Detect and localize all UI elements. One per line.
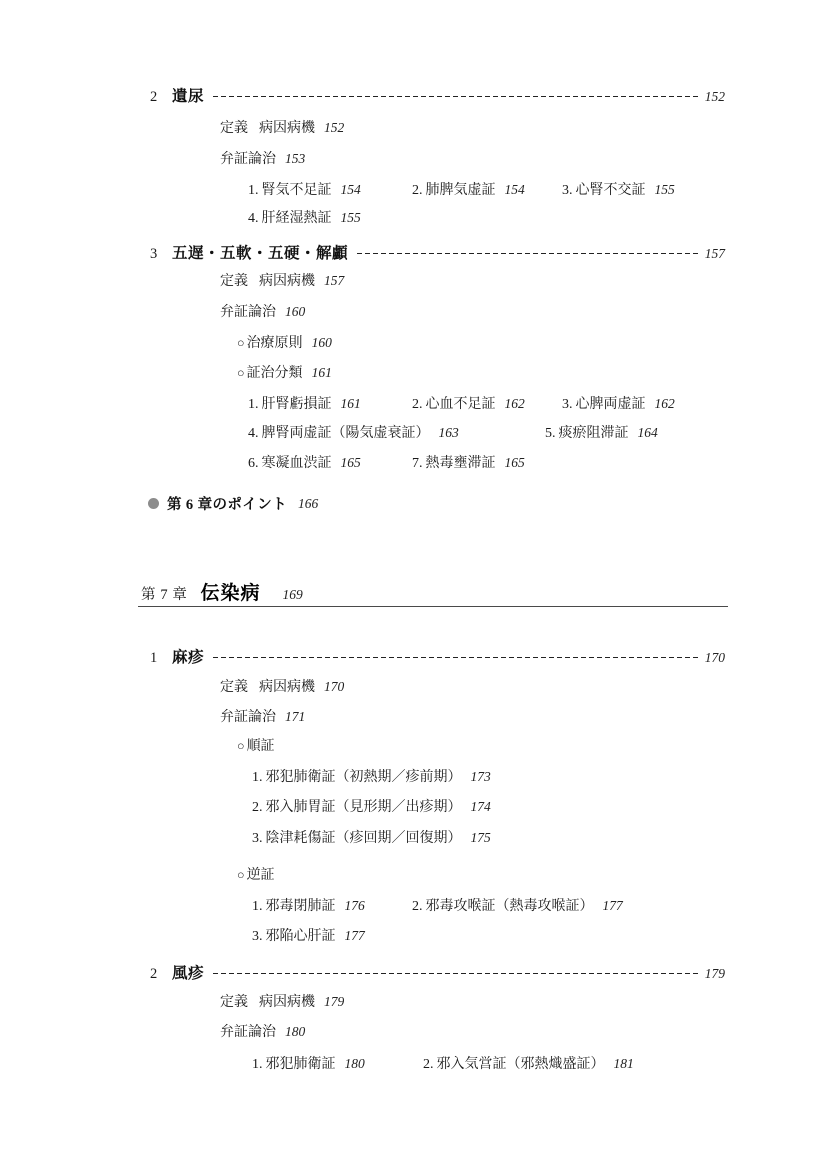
page-number: 181 — [613, 1056, 634, 1071]
toc-section-heading[interactable] — [150, 241, 725, 263]
toc-circle-entry[interactable] — [237, 332, 332, 352]
list-item[interactable] — [423, 1053, 634, 1073]
item-index: 1. — [252, 1057, 263, 1072]
section-title: 麻疹 — [172, 649, 205, 666]
item-index: 3. — [252, 831, 263, 846]
toc-circle-entry[interactable] — [237, 864, 275, 884]
item-label: 邪犯肺衛証（初熱期／疹前期） — [265, 770, 462, 785]
subentry-label: 定義 — [220, 121, 248, 136]
page-number: 170 — [324, 679, 345, 694]
subentry-label: 定義 — [220, 995, 248, 1010]
circle-bullet-icon: ○ — [237, 739, 245, 753]
page-number: 169 — [282, 587, 303, 602]
page-number: 154 — [340, 182, 361, 197]
page-number: 163 — [438, 425, 459, 440]
circle-entry-label: 逆証 — [246, 868, 275, 883]
item-label: 邪陥心肝証 — [265, 929, 336, 944]
item-label: 邪入肺胃証（見形期／出疹期） — [265, 800, 462, 815]
circle-bullet-icon: ○ — [237, 336, 245, 350]
page-number: 174 — [470, 799, 491, 814]
item-label: 腎気不足証 — [261, 183, 332, 198]
page-number: 171 — [285, 709, 306, 724]
page-number: 157 — [704, 246, 725, 261]
item-label: 痰瘀阻滞証 — [558, 426, 629, 441]
section-title: 五遅・五軟・五硬・解顱 — [172, 245, 349, 262]
toc-subentry-benshou[interactable] — [220, 706, 305, 726]
circle-bullet-icon: ○ — [237, 366, 245, 380]
page-number: 157 — [324, 273, 345, 288]
item-index: 1. — [248, 183, 259, 198]
subentry-label-2: 病因病機 — [259, 274, 315, 289]
subentry-label: 弁証論治 — [220, 1025, 276, 1040]
list-item[interactable] — [252, 827, 491, 847]
page-number: 175 — [470, 830, 491, 845]
item-index: 2. — [252, 800, 263, 815]
subentry-label-2: 病因病機 — [259, 680, 315, 695]
list-item[interactable] — [562, 179, 675, 199]
list-item[interactable] — [252, 1053, 365, 1073]
page-number: 179 — [324, 994, 345, 1009]
item-label: 心腎不交証 — [575, 183, 646, 198]
page-number: 176 — [344, 898, 365, 913]
page-number: 173 — [470, 769, 491, 784]
item-index: 3. — [562, 183, 573, 198]
item-label: 邪毒攻喉証（熱毒攻喉証） — [425, 899, 594, 914]
page-number: 162 — [654, 396, 675, 411]
toc-subentry-definition[interactable] — [220, 676, 344, 696]
item-index: 7. — [412, 456, 423, 471]
item-label: 肝腎虧損証 — [261, 397, 332, 412]
toc-section-heading[interactable] — [150, 961, 725, 983]
page-number: 179 — [704, 966, 725, 981]
page-number: 161 — [340, 396, 361, 411]
toc-section-heading[interactable] — [150, 84, 725, 106]
circle-entry-label: 順証 — [246, 739, 275, 754]
list-item[interactable] — [248, 452, 361, 472]
toc-subentry-benshou[interactable] — [220, 301, 305, 321]
list-item[interactable] — [248, 422, 459, 442]
section-number: 2 — [150, 89, 158, 105]
page-number: 177 — [602, 898, 623, 913]
circle-entry-label: 証治分類 — [246, 366, 303, 381]
page-number: 154 — [504, 182, 525, 197]
item-index: 4. — [248, 426, 259, 441]
item-index: 2. — [412, 899, 423, 914]
list-item[interactable] — [248, 179, 361, 199]
chapter-label: 第 7 章 — [141, 587, 188, 603]
toc-subentry-benshou[interactable] — [220, 148, 305, 168]
page-number: 155 — [654, 182, 675, 197]
subentry-label-2: 病因病機 — [259, 995, 315, 1010]
toc-subentry-definition[interactable] — [220, 270, 344, 290]
section-number: 1 — [150, 650, 158, 666]
toc-circle-entry[interactable] — [237, 735, 275, 755]
list-item[interactable] — [412, 179, 525, 199]
circle-entry-label: 治療原則 — [246, 336, 303, 351]
item-index: 6. — [248, 456, 259, 471]
list-item[interactable] — [412, 895, 623, 915]
chapter-heading[interactable] — [141, 578, 303, 605]
list-item[interactable] — [252, 766, 491, 786]
page-number: 180 — [285, 1024, 306, 1039]
chapter-divider — [138, 606, 728, 607]
toc-subentry-benshou[interactable] — [220, 1021, 305, 1041]
page-number: 160 — [285, 304, 306, 319]
list-item[interactable] — [412, 393, 525, 413]
page-number: 165 — [340, 455, 361, 470]
item-index: 1. — [248, 397, 259, 412]
page-number: 153 — [285, 151, 306, 166]
page-number: 162 — [504, 396, 525, 411]
item-index: 3. — [562, 397, 573, 412]
subentry-label: 弁証論治 — [220, 305, 276, 320]
item-label: 邪入気営証（邪熱熾盛証） — [436, 1057, 605, 1072]
item-index: 2. — [412, 397, 423, 412]
page-number: 180 — [344, 1056, 365, 1071]
toc-circle-entry[interactable] — [237, 362, 332, 382]
list-item[interactable] — [252, 796, 491, 816]
page-number: 177 — [344, 928, 365, 943]
chapter-point-label: 第 6 章のポイント — [167, 497, 287, 513]
page-number: 164 — [637, 425, 658, 440]
item-label: 熱毒壅滞証 — [425, 456, 496, 471]
dot-leader — [213, 657, 698, 658]
section-number: 3 — [150, 246, 158, 262]
list-item[interactable] — [248, 207, 361, 227]
list-item[interactable] — [562, 393, 675, 413]
section-title: 遺尿 — [172, 88, 205, 105]
filled-circle-icon — [148, 498, 159, 509]
item-label: 邪犯肺衛証 — [265, 1057, 336, 1072]
item-index: 2. — [423, 1057, 434, 1072]
list-item[interactable] — [412, 452, 525, 472]
subentry-label: 定義 — [220, 274, 248, 289]
item-label: 肺脾気虚証 — [425, 183, 496, 198]
section-title: 風疹 — [172, 965, 205, 982]
chapter-title: 伝染病 — [200, 583, 261, 604]
subentry-label-2: 病因病機 — [259, 121, 315, 136]
chapter-point-entry[interactable] — [148, 493, 318, 514]
item-label: 肝経湿熱証 — [261, 211, 332, 226]
item-index: 4. — [248, 211, 259, 226]
page-number: 155 — [340, 210, 361, 225]
item-index: 2. — [412, 183, 423, 198]
toc-subentry-definition[interactable] — [220, 991, 344, 1011]
item-label: 邪毒閉肺証 — [265, 899, 336, 914]
item-label: 心脾両虚証 — [575, 397, 646, 412]
item-label: 寒凝血渋証 — [261, 456, 332, 471]
section-number: 2 — [150, 966, 158, 982]
page-number: 160 — [311, 335, 332, 350]
page-number: 152 — [704, 89, 725, 104]
dot-leader — [357, 253, 698, 254]
item-index: 1. — [252, 899, 263, 914]
item-label: 陰津耗傷証（疹回期／回復期） — [265, 831, 462, 846]
list-item[interactable] — [545, 422, 658, 442]
page-number: 152 — [324, 120, 345, 135]
toc-section-heading[interactable] — [150, 645, 725, 667]
subentry-label: 弁証論治 — [220, 152, 276, 167]
list-item[interactable] — [252, 895, 365, 915]
page-number: 166 — [298, 495, 319, 511]
dot-leader — [213, 96, 698, 97]
page-number: 161 — [311, 365, 332, 380]
item-label: 心血不足証 — [425, 397, 496, 412]
circle-bullet-icon: ○ — [237, 868, 245, 882]
page-number: 170 — [704, 650, 725, 665]
subentry-label: 弁証論治 — [220, 710, 276, 725]
list-item[interactable] — [252, 925, 365, 945]
item-index: 1. — [252, 770, 263, 785]
item-index: 3. — [252, 929, 263, 944]
list-item[interactable] — [248, 393, 361, 413]
item-label: 脾腎両虚証（陽気虚衰証） — [261, 426, 430, 441]
page-number: 165 — [504, 455, 525, 470]
item-index: 5. — [545, 426, 556, 441]
dot-leader — [213, 973, 698, 974]
subentry-label: 定義 — [220, 680, 248, 695]
toc-subentry-definition[interactable] — [220, 117, 344, 137]
